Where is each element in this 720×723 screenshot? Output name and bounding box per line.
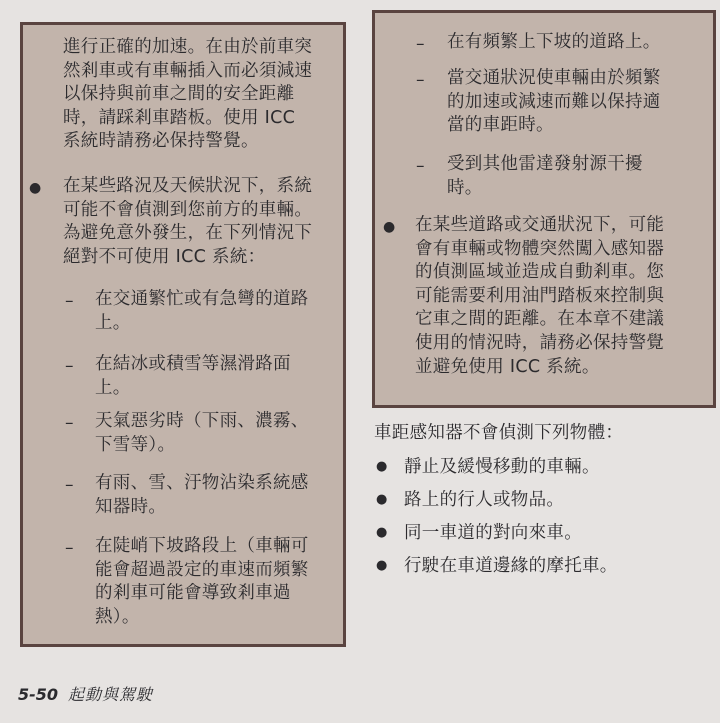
bullet-icon: ● [376,459,388,474]
text-line: 並避免使用 ICC 系統。 [415,356,600,377]
text-line: 會有車輛或物體突然闖入感知器 [415,238,665,259]
sensor-list-item: 行駛在車道邊緣的摩托車。 [404,556,618,576]
text-line: 的加速或減速而難以保持適 [447,91,661,112]
text-line: 在陡峭下坡路段上（車輛可 [95,536,309,556]
text-line: 以保持與前車之間的安全距離 [63,84,295,105]
text-line: 然剎車或有車輛插入而必須減速 [63,60,313,81]
left-list-item [95,288,309,335]
left-intro-paragraph [63,36,312,154]
text-line: 使用的情況時，請務必保持警覺 [415,332,665,353]
text-line: 天氣惡劣時（下雨、濃霧、 [95,411,309,431]
text-line: 上。 [95,377,131,398]
sensor-list-item: 靜止及緩慢移動的車輛。 [404,457,600,477]
sensor-list-item: 同一車道的對向來車。 [404,523,582,543]
text-line: 有雨、雪、汙物沾染系統感 [95,473,309,493]
dash-icon: – [65,475,74,495]
text-line: 的剎車可能會導致剎車過 [95,583,291,604]
right-list-item [447,67,661,138]
text-line: 它車之間的距離。在本章不建議 [415,309,665,330]
left-list-item [95,535,309,629]
text-line: 時。 [447,177,483,198]
text-line: 為避免意外發生，在下列情況下 [63,223,313,244]
text-line: 可能不會偵測到您前方的車輛。 [63,199,313,220]
right-list-item [447,31,661,55]
left-list-item [95,410,309,457]
page-number: 5-50 [18,685,59,704]
text-line: 上。 [95,312,131,333]
sensor-list-item: 路上的行人或物品。 [404,490,565,510]
text-line: 當交通狀況使車輛由於頻繁 [447,68,661,88]
right-list-item [447,153,643,200]
chapter-title: 起動與駕駛 [68,685,154,704]
dash-icon: – [65,291,74,311]
text-line: 熱）。 [95,606,140,627]
text-line: 的偵測區域並造成自動剎車。您 [415,262,665,283]
dash-icon: – [416,156,425,176]
text-line: 在有頻繁上下坡的道路上。 [447,32,661,52]
text-line: 進行正確的加速。在由於前車突 [63,37,313,57]
text-line: 系統時請務必保持警覺。 [63,131,259,152]
left-list-item [95,353,291,400]
text-line: 知器時。 [95,496,167,517]
dash-icon: – [65,356,74,376]
bullet-icon: ● [376,558,388,573]
text-line: 時，請踩剎車踏板。使用 ICC [63,107,296,128]
left-list-item [95,472,309,519]
text-line: 在交通繁忙或有急彎的道路 [95,289,309,309]
text-line: 在某些道路或交通狀況下，可能 [415,215,665,235]
text-line: 在結冰或積雪等濕滑路面 [95,354,291,374]
dash-icon: – [65,413,74,433]
text-line: 下雪等）。 [95,434,176,455]
bullet-icon: ● [29,180,42,196]
text-line: 當的車距時。 [447,115,554,136]
sensor-heading: 車距感知器不會偵測下列物體： [374,423,624,443]
left-bullet-paragraph [63,175,312,269]
bullet-icon: ● [383,219,396,235]
text-line: 受到其他雷達發射源干擾 [447,154,643,174]
bullet-icon: ● [376,492,388,507]
bullet-icon: ● [376,525,388,540]
right-bullet-paragraph [415,214,664,379]
dash-icon: – [416,70,425,90]
text-line: 能會超過設定的車速而頻繁 [95,559,309,580]
text-line: 在某些路況及天候狀況下，系統 [63,176,313,196]
page-footer [18,682,153,705]
text-line: 絕對不可使用 ICC 系統： [63,246,266,267]
dash-icon: – [65,538,74,558]
dash-icon: – [416,34,425,54]
text-line: 可能需要利用油門踏板來控制與 [415,285,665,306]
